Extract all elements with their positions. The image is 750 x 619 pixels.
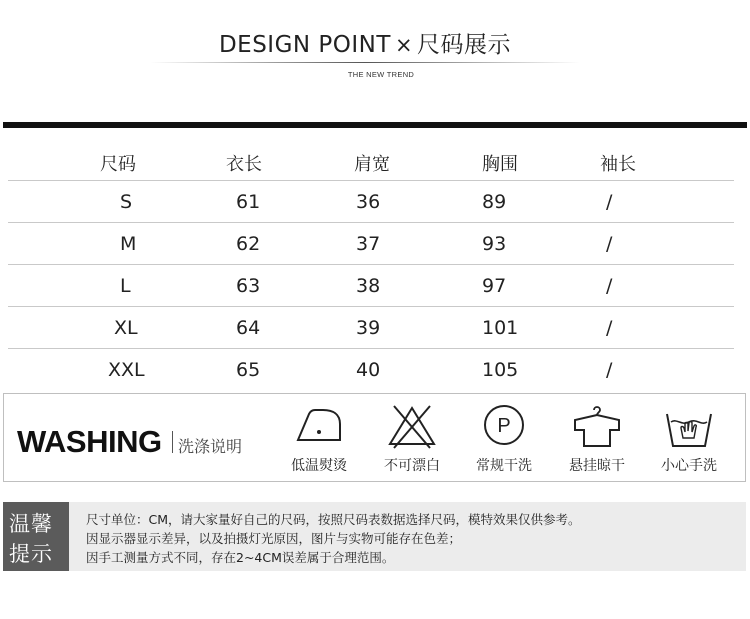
tips-title-line2: 提示 xyxy=(9,542,53,566)
cell-chest: 97 xyxy=(482,274,507,297)
care-item-iron xyxy=(274,402,364,478)
cell-sleeve: / xyxy=(606,232,613,255)
header-sleeve: 袖长 xyxy=(600,154,636,175)
page-subtitle: THE NEW TREND xyxy=(347,70,415,79)
header-size: 尺码 xyxy=(100,154,136,175)
care-item-dry-clean xyxy=(459,402,549,478)
care-label: 常规干洗 xyxy=(476,458,532,474)
hand-wash-icon xyxy=(663,402,715,450)
cell-sleeve: / xyxy=(606,316,613,339)
washing-divider xyxy=(172,431,173,453)
cell-shoulder: 40 xyxy=(356,358,381,381)
care-item-hang-dry xyxy=(552,402,642,478)
cell-size: S xyxy=(120,190,133,213)
care-label: 不可漂白 xyxy=(384,458,440,474)
page-title xyxy=(0,26,730,59)
table-row xyxy=(8,265,734,307)
tips-content xyxy=(69,502,746,571)
cell-size: XL xyxy=(114,316,138,339)
header-shoulder: 肩宽 xyxy=(354,154,390,175)
cell-shoulder: 37 xyxy=(356,232,381,255)
hang-dry-icon xyxy=(571,402,623,450)
care-label: 低温熨烫 xyxy=(291,458,347,474)
tips-line: 尺寸单位：CM，请大家量好自己的尺码，按照尺码表数据选择尺码，模特效果仅供参考。 xyxy=(86,512,581,527)
title-cn: 尺码展示 xyxy=(417,32,512,58)
header-length: 衣长 xyxy=(226,154,262,175)
care-label: 悬挂晾干 xyxy=(569,458,625,474)
care-label: 小心手洗 xyxy=(661,458,717,474)
title-separator: × xyxy=(394,33,414,57)
cell-length: 63 xyxy=(236,274,261,297)
cell-length: 61 xyxy=(236,190,261,213)
care-item-no-bleach xyxy=(367,402,457,478)
cell-chest: 105 xyxy=(482,358,519,381)
cell-sleeve: / xyxy=(606,274,613,297)
cell-length: 65 xyxy=(236,358,261,381)
section-divider xyxy=(3,122,747,128)
title-underline xyxy=(150,62,580,63)
tips-title-line1: 温馨 xyxy=(9,512,53,536)
svg-text:P: P xyxy=(497,415,511,437)
no-bleach-icon xyxy=(386,402,438,450)
table-header-row xyxy=(8,146,734,181)
cell-chest: 89 xyxy=(482,190,507,213)
tips-badge xyxy=(3,502,69,571)
table-row xyxy=(8,223,734,265)
care-item-hand-wash xyxy=(644,402,734,478)
size-table xyxy=(8,146,734,390)
iron-low-icon xyxy=(293,402,345,446)
cell-length: 64 xyxy=(236,316,261,339)
table-row xyxy=(8,349,734,390)
cell-sleeve: / xyxy=(606,358,613,381)
cell-size: XXL xyxy=(108,358,145,381)
cell-shoulder: 38 xyxy=(356,274,381,297)
washing-title: WASHING xyxy=(17,424,162,459)
tips-line: 因显示器显示差异，以及拍摄灯光原因，图片与实物可能存在色差； xyxy=(86,531,462,546)
title-en: DESIGN POINT xyxy=(218,32,391,58)
cell-length: 62 xyxy=(236,232,261,255)
cell-size: M xyxy=(120,232,137,255)
cell-shoulder: 39 xyxy=(356,316,381,339)
washing-panel xyxy=(3,393,746,482)
table-row xyxy=(8,181,734,223)
tips-line: 因手工测量方式不同，存在2~4CM误差属于合理范围。 xyxy=(86,550,395,565)
cell-chest: 93 xyxy=(482,232,507,255)
header-chest: 胸围 xyxy=(482,154,518,175)
table-row xyxy=(8,307,734,349)
cell-sleeve: / xyxy=(606,190,613,213)
washing-subtitle: 洗涤说明 xyxy=(178,437,243,456)
cell-shoulder: 36 xyxy=(356,190,381,213)
dry-clean-p-icon xyxy=(478,402,530,448)
cell-chest: 101 xyxy=(482,316,519,339)
cell-size: L xyxy=(120,274,131,297)
